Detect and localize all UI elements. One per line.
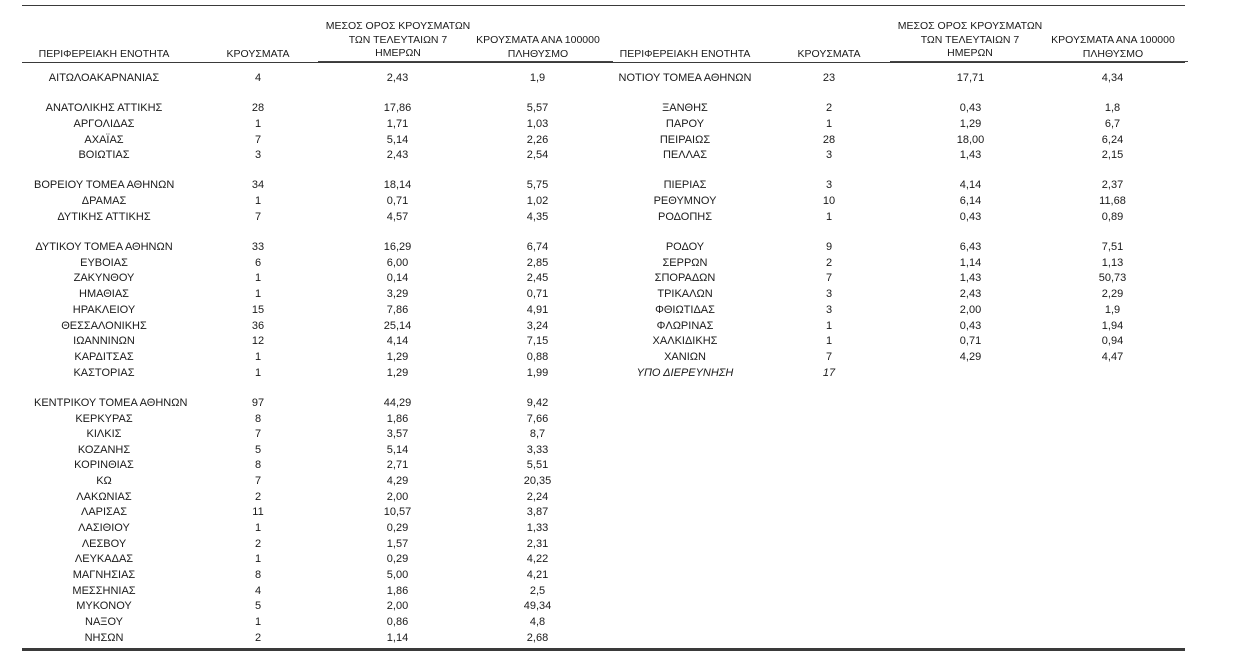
left-row-per100k: 9,42: [526, 397, 549, 409]
left-row-avg: 0,71: [386, 195, 409, 207]
right-row-name: ΡΟΔΟΠΗΣ: [657, 211, 713, 223]
left-row-per100k: 1,02: [526, 195, 549, 207]
left-row-cases: 2: [254, 491, 262, 503]
left-header-avg: ΜΕΣΟΣ ΟΡΟΣ ΚΡΟΥΣΜΑΤΩΝ ΤΩΝ ΤΕΛΕΥΤΑΙΩΝ 7 ΗΜΕΡΩΝ: [318, 20, 478, 62]
left-row-avg: 0,29: [386, 553, 409, 565]
left-row-name: ΚΑΡΔΙΤΣΑΣ: [74, 351, 134, 363]
left-row-cases: 1: [254, 553, 262, 565]
left-row-name: ΜΥΚΟΝΟΥ: [76, 600, 132, 612]
header-rule: [22, 62, 1185, 63]
left-row-cases: 8: [254, 569, 262, 581]
left-row-per100k: 5,51: [526, 459, 549, 471]
left-row-per100k: 3,87: [526, 506, 549, 518]
left-row-name: ΙΩΑΝΝΙΝΩΝ: [73, 335, 135, 347]
left-row-cases: 33: [251, 241, 265, 253]
right-row-cases: 23: [822, 72, 836, 84]
left-row-per100k: 0,88: [526, 351, 549, 363]
left-row-avg: 2,71: [386, 459, 409, 471]
left-row-per100k: 0,71: [526, 288, 549, 300]
left-row-name: ΔΡΑΜΑΣ: [81, 195, 127, 207]
left-row-name: ΔΥΤΙΚΗΣ ΑΤΤΙΚΗΣ: [57, 211, 151, 223]
left-row-avg: 2,43: [386, 149, 409, 161]
left-row-name: ΝΗΣΩΝ: [84, 632, 124, 644]
right-row-per100k: 2,29: [1101, 288, 1124, 300]
right-row-per100k: 2,15: [1101, 149, 1124, 161]
left-row-cases: 11: [252, 506, 264, 518]
left-row-per100k: 2,5: [529, 585, 546, 597]
right-row-cases: 3: [825, 149, 833, 161]
left-row-per100k: 2,85: [526, 257, 549, 269]
right-row-name: ΧΑΝΙΩΝ: [664, 351, 706, 363]
right-row-avg: 6,43: [959, 241, 982, 253]
right-row-per100k: 7,51: [1101, 241, 1124, 253]
right-row-cases: 9: [825, 241, 833, 253]
right-header-per100k: ΚΡΟΥΣΜΑΤΑ ΑΝΑ 100000 ΠΛΗΘΥΣΜΟ: [1038, 34, 1188, 62]
left-row-name: ΗΡΑΚΛΕΙΟΥ: [72, 304, 136, 316]
left-row-avg: 44,29: [383, 397, 412, 409]
left-row-cases: 6: [254, 257, 262, 269]
left-row-name: ΕΥΒΟΙΑΣ: [80, 257, 128, 269]
right-row-avg: 17,71: [956, 72, 985, 84]
left-row-per100k: 3,33: [526, 444, 549, 456]
left-row-per100k: 49,34: [523, 600, 552, 612]
left-row-name: ΜΕΣΣΗΝΙΑΣ: [72, 585, 136, 597]
right-row-per100k: 6,24: [1101, 134, 1124, 146]
bottom-double-rule: [22, 648, 1185, 651]
right-row-cases: 1: [825, 118, 833, 130]
right-row-per100k: 4,47: [1101, 351, 1124, 363]
left-row-avg: 1,86: [386, 585, 409, 597]
left-row-avg: 1,86: [386, 413, 409, 425]
right-row-name: ΞΑΝΘΗΣ: [662, 102, 708, 114]
left-row-cases: 2: [254, 632, 262, 644]
left-row-avg: 4,29: [386, 475, 409, 487]
right-row-avg: 1,43: [959, 272, 982, 284]
left-row-per100k: 4,22: [526, 553, 549, 565]
right-header-avg: ΜΕΣΟΣ ΟΡΟΣ ΚΡΟΥΣΜΑΤΩΝ ΤΩΝ ΤΕΛΕΥΤΑΙΩΝ 7 ΗΜΕΡΩΝ: [890, 20, 1050, 62]
left-row-cases: 7: [254, 134, 262, 146]
left-row-per100k: 20,35: [523, 475, 552, 487]
left-row-per100k: 1,9: [529, 72, 546, 84]
left-row-name: ΘΕΣΣΑΛΟΝΙΚΗΣ: [61, 320, 147, 332]
left-row-per100k: 7,15: [526, 335, 549, 347]
left-row-cases: 4: [254, 585, 262, 597]
left-row-name: ΚΕΡΚΥΡΑΣ: [75, 413, 133, 425]
right-header-cases: ΚΡΟΥΣΜΑΤΑ: [784, 48, 874, 63]
left-row-avg: 5,14: [386, 134, 409, 146]
left-row-avg: 1,29: [386, 351, 409, 363]
right-row-cases: 17: [822, 367, 836, 379]
left-row-name: ΚΟΖΑΝΗΣ: [77, 444, 131, 456]
right-row-per100k: 4,34: [1101, 72, 1124, 84]
left-row-name: ΛΑΡΙΣΑΣ: [80, 506, 127, 518]
left-row-per100k: 4,35: [526, 211, 549, 223]
right-row-avg: 6,14: [959, 195, 982, 207]
left-row-avg: 0,29: [386, 522, 409, 534]
right-row-cases: 28: [822, 134, 836, 146]
right-row-name: ΣΕΡΡΩΝ: [662, 257, 708, 269]
left-row-avg: 3,57: [386, 428, 409, 440]
right-row-per100k: 1,8: [1104, 102, 1121, 114]
left-row-cases: 1: [254, 118, 262, 130]
right-row-per100k: 11,68: [1099, 195, 1126, 207]
left-row-cases: 3: [254, 149, 262, 161]
left-row-per100k: 7,66: [526, 413, 549, 425]
right-row-per100k: 6,7: [1104, 118, 1121, 130]
left-row-cases: 15: [251, 304, 265, 316]
left-row-cases: 5: [254, 600, 262, 612]
left-row-name: ΚΩ: [96, 475, 112, 487]
right-row-cases: 10: [822, 195, 836, 207]
left-row-per100k: 5,75: [526, 179, 549, 191]
right-row-avg: 0,43: [959, 102, 982, 114]
left-row-name: ΒΟΙΩΤΙΑΣ: [78, 149, 130, 161]
left-row-cases: 2: [254, 538, 262, 550]
left-row-cases: 1: [254, 522, 262, 534]
left-row-cases: 12: [251, 335, 265, 347]
left-row-name: ΝΑΞΟΥ: [85, 616, 123, 628]
left-row-name: ΛΑΚΩΝΙΑΣ: [76, 491, 132, 503]
left-row-cases: 1: [254, 288, 262, 300]
left-row-avg: 18,14: [383, 179, 412, 191]
right-row-avg: 0,71: [959, 335, 982, 347]
right-row-name: ΡΕΘΥΜΝΟΥ: [653, 195, 717, 207]
left-row-per100k: 2,31: [526, 538, 549, 550]
right-row-cases: 3: [825, 304, 833, 316]
right-row-per100k: 2,37: [1101, 179, 1124, 191]
right-row-name: ΠΙΕΡΙΑΣ: [663, 179, 707, 191]
left-row-avg: 7,86: [386, 304, 409, 316]
left-row-cases: 1: [254, 351, 262, 363]
left-row-per100k: 4,8: [529, 616, 546, 628]
left-row-per100k: 4,21: [526, 569, 549, 581]
left-row-cases: 7: [254, 475, 262, 487]
left-row-avg: 1,29: [386, 367, 409, 379]
left-row-avg: 2,00: [386, 600, 409, 612]
left-row-name: ΖΑΚΥΝΘΟΥ: [73, 272, 135, 284]
left-row-per100k: 2,68: [526, 632, 549, 644]
left-row-avg: 16,29: [383, 241, 412, 253]
left-row-name: ΚΙΛΚΙΣ: [86, 428, 122, 440]
left-row-name: ΚΟΡΙΝΘΙΑΣ: [74, 459, 134, 471]
right-row-name: ΝΟΤΙΟΥ ΤΟΜΕΑ ΑΘΗΝΩΝ: [618, 72, 752, 84]
right-row-per100k: 0,94: [1101, 335, 1124, 347]
right-row-cases: 1: [825, 211, 833, 223]
right-row-avg: 2,43: [959, 288, 982, 300]
right-row-name: ΦΛΩΡΙΝΑΣ: [656, 320, 714, 332]
left-row-cases: 4: [254, 72, 262, 84]
right-row-cases: 1: [825, 335, 833, 347]
left-row-per100k: 1,33: [526, 522, 549, 534]
left-row-per100k: 4,91: [526, 304, 549, 316]
left-row-name: ΑΡΓΟΛΙΔΑΣ: [73, 118, 135, 130]
left-row-cases: 7: [254, 211, 262, 223]
left-row-per100k: 8,7: [529, 428, 546, 440]
left-row-per100k: 5,57: [526, 102, 549, 114]
right-row-name: ΤΡΙΚΑΛΩΝ: [657, 288, 713, 300]
right-row-per100k: 1,94: [1101, 320, 1124, 332]
right-row-per100k: 1,9: [1104, 304, 1121, 316]
left-row-avg: 4,14: [386, 335, 409, 347]
right-row-per100k: 1,13: [1101, 257, 1124, 269]
left-row-avg: 6,00: [386, 257, 409, 269]
left-row-avg: 2,00: [386, 491, 409, 503]
left-row-avg: 4,57: [386, 211, 409, 223]
left-row-avg: 1,14: [386, 632, 409, 644]
left-row-name: ΔΥΤΙΚΟΥ ΤΟΜΕΑ ΑΘΗΝΩΝ: [35, 241, 173, 253]
right-row-name: ΡΟΔΟΥ: [665, 241, 705, 253]
left-row-per100k: 2,45: [526, 272, 549, 284]
right-row-per100k: 0,89: [1101, 211, 1124, 223]
left-row-avg: 1,71: [386, 118, 409, 130]
right-row-name: ΦΘΙΩΤΙΔΑΣ: [655, 304, 715, 316]
left-row-per100k: 2,54: [526, 149, 549, 161]
right-row-cases: 3: [825, 179, 833, 191]
right-row-cases: 2: [825, 102, 833, 114]
left-row-avg: 3,29: [386, 288, 409, 300]
left-row-name: ΑΧΑΪΑΣ: [84, 134, 124, 146]
left-row-name: ΛΕΣΒΟΥ: [81, 538, 127, 550]
left-row-avg: 0,86: [386, 616, 409, 628]
left-row-avg: 5,00: [386, 569, 409, 581]
left-row-avg: 1,57: [386, 538, 409, 550]
right-row-avg: 0,43: [959, 320, 982, 332]
left-row-per100k: 2,26: [526, 134, 549, 146]
right-row-avg: 1,29: [959, 118, 982, 130]
right-row-cases: 2: [825, 257, 833, 269]
right-row-name: ΥΠΟ ΔΙΕΡΕΥΝΗΣΗ: [636, 367, 734, 379]
right-row-avg: 1,14: [959, 257, 982, 269]
right-row-avg: 0,43: [959, 211, 982, 223]
right-row-per100k: 50,73: [1098, 272, 1127, 284]
left-row-cases: 97: [251, 397, 265, 409]
left-header-cases: ΚΡΟΥΣΜΑΤΑ: [213, 48, 303, 63]
left-row-per100k: 1,03: [526, 118, 549, 130]
left-row-avg: 17,86: [383, 102, 412, 114]
left-row-cases: 7: [254, 428, 262, 440]
left-row-cases: 1: [254, 367, 262, 379]
right-row-avg: 4,14: [959, 179, 982, 191]
left-row-cases: 8: [254, 413, 262, 425]
left-row-cases: 5: [254, 444, 262, 456]
top-rule: [22, 5, 1185, 6]
left-row-name: ΒΟΡΕΙΟΥ ΤΟΜΕΑ ΑΘΗΝΩΝ: [34, 179, 175, 191]
left-row-cases: 1: [254, 616, 262, 628]
right-row-cases: 7: [825, 272, 833, 284]
right-header-region: ΠΕΡΙΦΕΡΕΙΑΚΗ ΕΝΟΤΗΤΑ: [615, 48, 755, 63]
left-header-region: ΠΕΡΙΦΕΡΕΙΑΚΗ ΕΝΟΤΗΤΑ: [34, 48, 174, 63]
left-row-per100k: 1,99: [526, 367, 549, 379]
left-row-cases: 28: [251, 102, 265, 114]
left-row-avg: 25,14: [383, 320, 412, 332]
left-row-cases: 1: [254, 195, 262, 207]
left-row-avg: 5,14: [386, 444, 409, 456]
left-row-cases: 1: [254, 272, 262, 284]
left-row-avg: 10,57: [383, 506, 412, 518]
left-row-name: ΚΕΝΤΡΙΚΟΥ ΤΟΜΕΑ ΑΘΗΝΩΝ: [34, 397, 188, 409]
left-row-name: ΑΝΑΤΟΛΙΚΗΣ ΑΤΤΙΚΗΣ: [45, 102, 163, 114]
left-row-name: ΛΑΣΙΘΙΟΥ: [78, 522, 130, 534]
right-row-name: ΣΠΟΡΑΔΩΝ: [654, 272, 716, 284]
right-row-name: ΠΕΙΡΑΙΩΣ: [659, 134, 711, 146]
left-row-per100k: 2,24: [526, 491, 549, 503]
right-row-avg: 4,29: [959, 351, 982, 363]
left-row-avg: 0,14: [386, 272, 409, 284]
left-row-name: ΑΙΤΩΛΟΑΚΑΡΝΑΝΙΑΣ: [48, 72, 160, 84]
left-row-cases: 8: [254, 459, 262, 471]
left-row-name: ΛΕΥΚΑΔΑΣ: [74, 553, 134, 565]
left-row-name: ΚΑΣΤΟΡΙΑΣ: [73, 367, 135, 379]
left-row-name: ΜΑΓΝΗΣΙΑΣ: [72, 569, 136, 581]
left-row-avg: 2,43: [386, 72, 409, 84]
right-row-avg: 18,00: [956, 134, 985, 146]
right-row-cases: 7: [825, 351, 833, 363]
left-header-per100k: ΚΡΟΥΣΜΑΤΑ ΑΝΑ 100000 ΠΛΗΘΥΣΜΟ: [463, 34, 613, 62]
right-row-name: ΠΕΛΛΑΣ: [662, 149, 708, 161]
left-row-per100k: 3,24: [526, 320, 549, 332]
right-row-name: ΠΑΡΟΥ: [665, 118, 705, 130]
right-row-name: ΧΑΛΚΙΔΙΚΗΣ: [652, 335, 718, 347]
left-row-cases: 36: [251, 320, 265, 332]
left-row-name: ΗΜΑΘΙΑΣ: [79, 288, 129, 300]
right-row-avg: 1,43: [959, 149, 982, 161]
right-row-cases: 3: [825, 288, 833, 300]
right-row-avg: 2,00: [959, 304, 982, 316]
left-row-cases: 34: [251, 179, 265, 191]
left-row-per100k: 6,74: [526, 241, 549, 253]
right-row-cases: 1: [825, 320, 833, 332]
